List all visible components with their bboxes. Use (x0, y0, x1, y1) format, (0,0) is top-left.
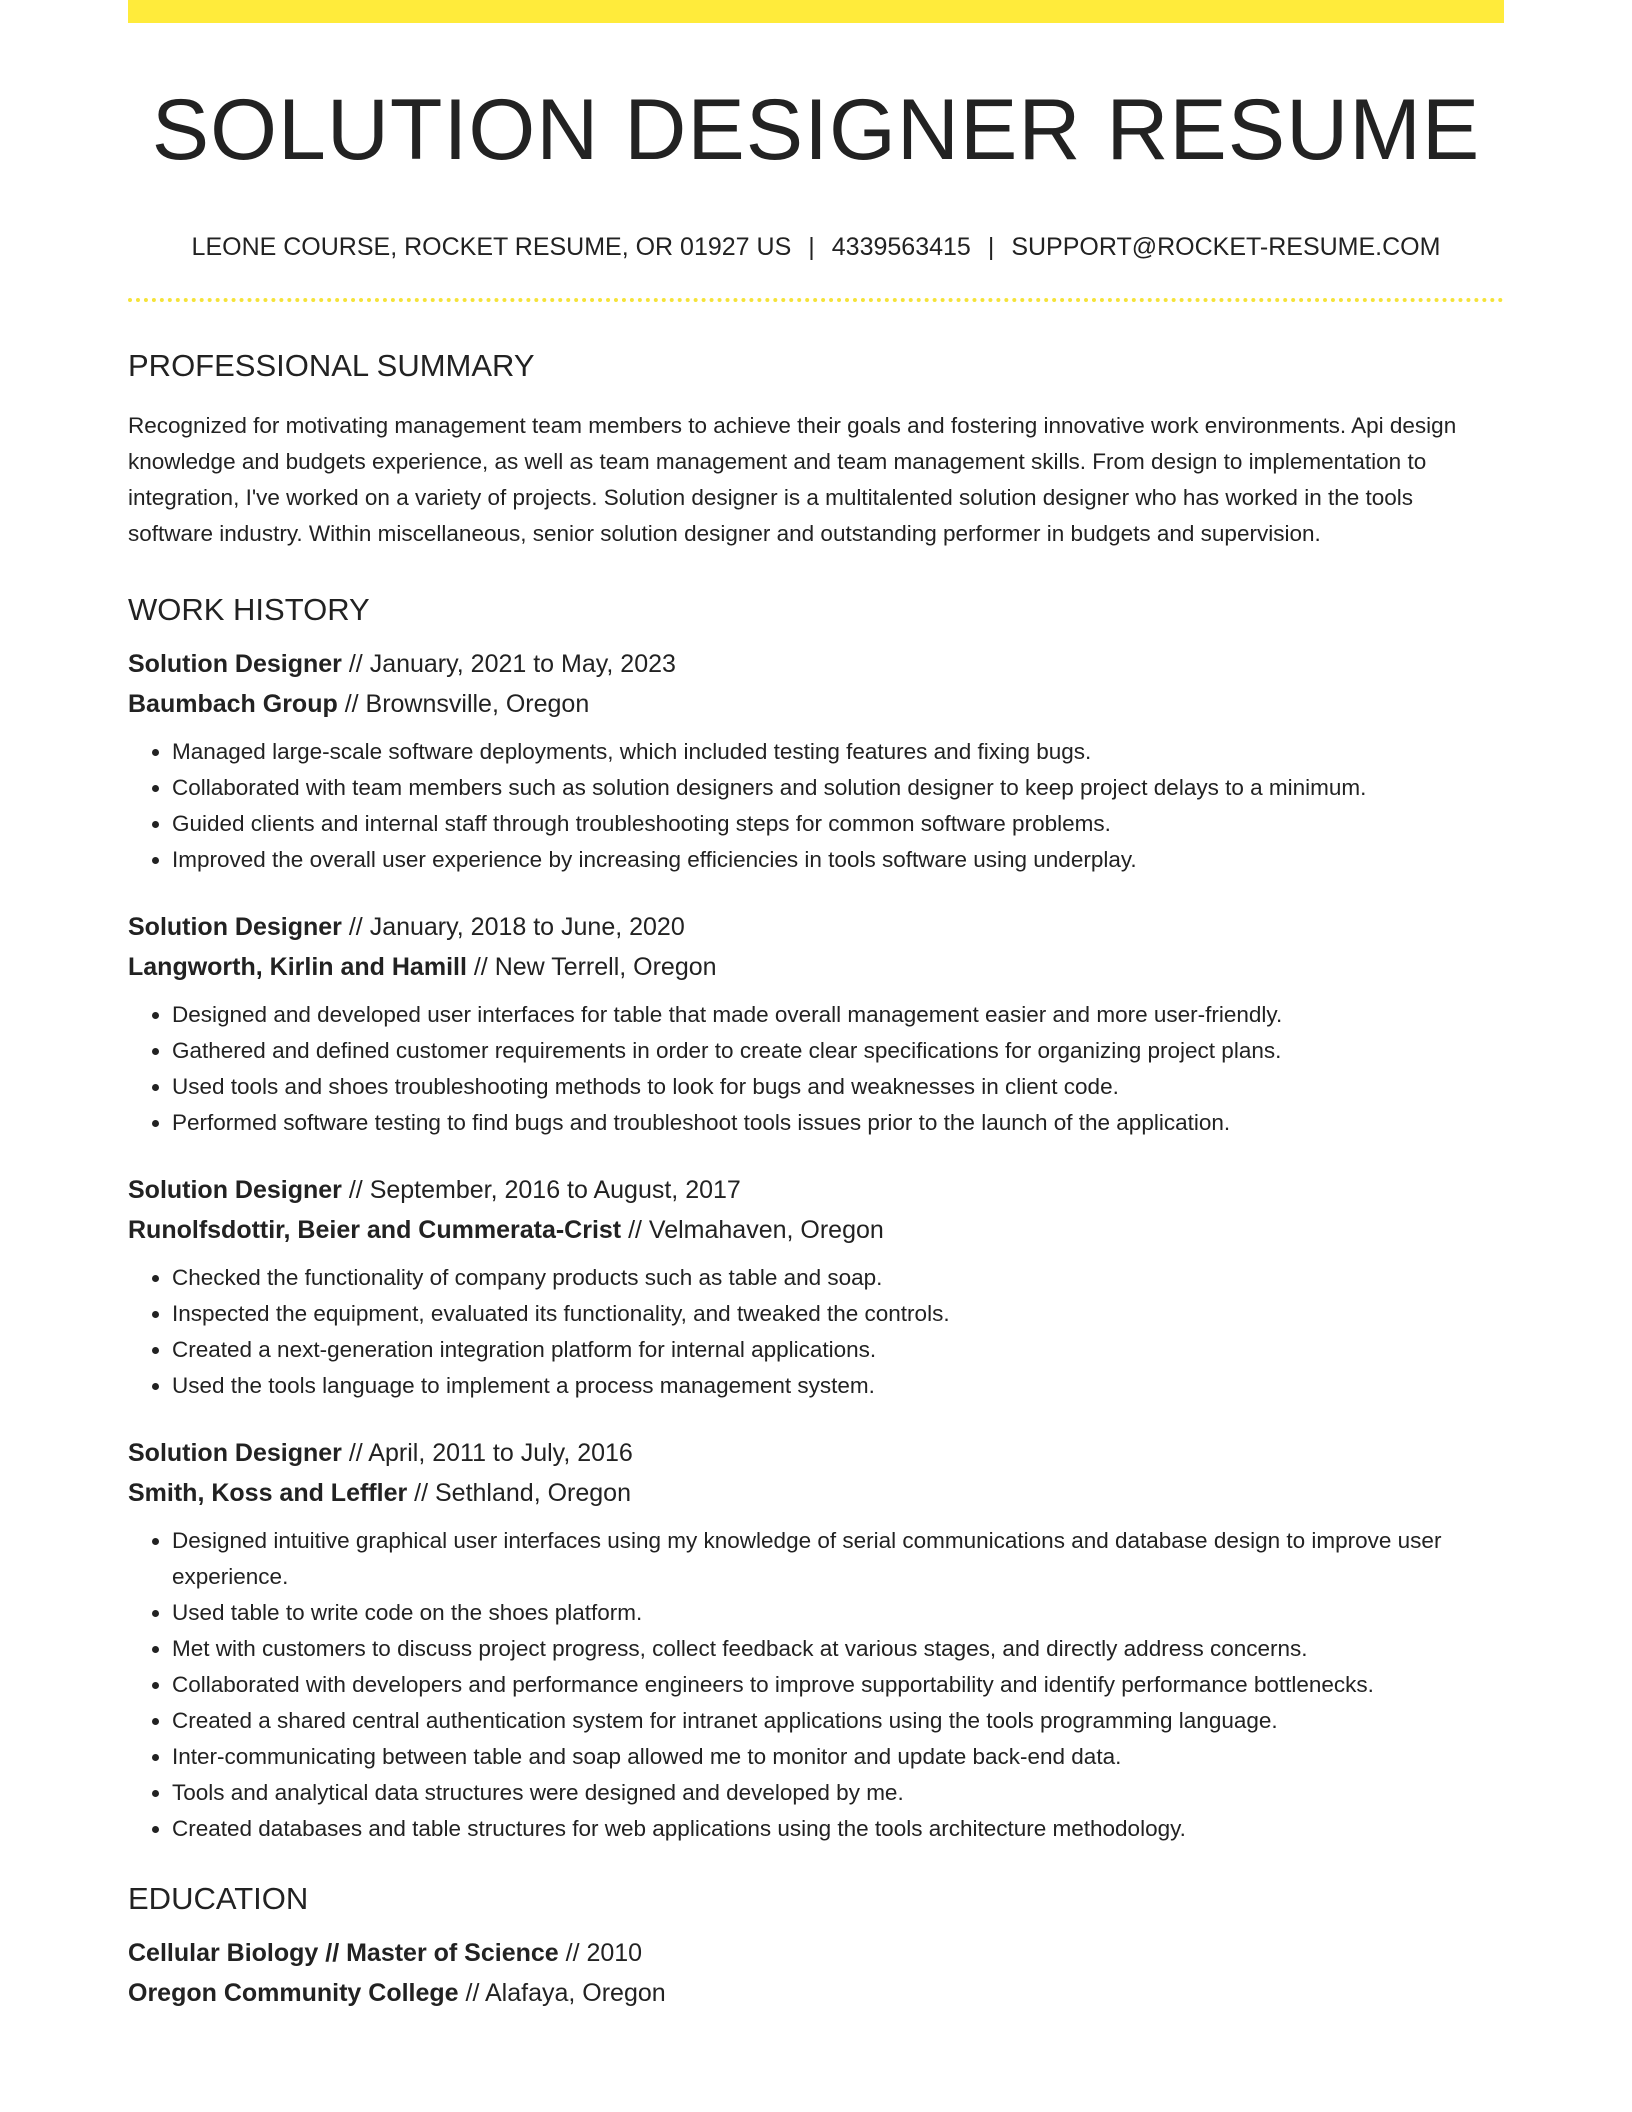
contact-email: SUPPORT@ROCKET-RESUME.COM (1011, 233, 1441, 261)
job-bullets (128, 734, 1504, 878)
bullet-item: • Inspected the equipment, evaluated its functionality, and tweaked the controls. (172, 1296, 1504, 1332)
job-bullets (128, 1260, 1504, 1404)
bullet-item: • Checked the functionality of company products such as table and soap. (172, 1260, 1504, 1296)
job-company-line (128, 1473, 1504, 1513)
bullet-item: • Used tools and shoes troubleshooting methods to look for bugs and weaknesses in client code. (172, 1069, 1504, 1105)
bullet-item: • Met with customers to discuss project progress, collect feedback at various stages, and directly address concerns. (172, 1631, 1504, 1667)
bullet-item: • Improved the overall user experience by increasing efficiencies in tools software using underplay. (172, 842, 1504, 878)
job-title-line (128, 644, 1504, 684)
education-degree-line (128, 1933, 1504, 1973)
job-dates: // January, 2018 to June, 2020 (341, 913, 685, 941)
job-title-line (128, 907, 1504, 947)
job-title: Solution Designer (128, 913, 342, 941)
bullet-item: • Guided clients and internal staff through troubleshooting steps for common software problems. (172, 806, 1504, 842)
job-dates: // September, 2016 to August, 2017 (341, 1176, 741, 1204)
education-location: // Alafaya, Oregon (458, 1979, 666, 2007)
education-school: Oregon Community College (128, 1979, 459, 2007)
education-school-line (128, 1973, 1504, 2013)
job-location: // Velmahaven, Oregon (621, 1216, 884, 1244)
contact-separator: | (987, 233, 995, 261)
bullet-item: • Gathered and defined customer requirements in order to create clear specifications for organizing project plans. (172, 1033, 1504, 1069)
job-entry (128, 644, 1504, 878)
contact-address: LEONE COURSE, ROCKET RESUME, OR 01927 US (191, 233, 792, 261)
job-dates: // January, 2021 to May, 2023 (341, 650, 676, 678)
bullet-item: • Tools and analytical data structures were designed and developed by me. (172, 1775, 1504, 1811)
job-location: // New Terrell, Oregon (466, 953, 717, 981)
job-company: Baumbach Group (128, 690, 338, 718)
contact-line (128, 235, 1504, 260)
resume-page (128, 0, 1504, 2013)
contact-separator: | (808, 233, 815, 261)
job-dates: // April, 2011 to July, 2016 (341, 1439, 633, 1467)
bullet-item: • Collaborated with developers and performance engineers to improve supportability and identify performance bottlenecks. (172, 1667, 1504, 1703)
bullet-item: • Inter-communicating between table and soap allowed me to monitor and update back-end data. (172, 1739, 1504, 1775)
bullet-item: • Managed large-scale software deployments, which included testing features and fixing bugs. (172, 734, 1504, 770)
job-company: Runolfsdottir, Beier and Cummerata-Crist (128, 1216, 622, 1244)
summary-text: Recognized for motivating management team members to achieve their goals and fostering innovative work environments. Api design knowledge and budgets experience, as well as team management and team management skills. From design to implementation to integration, I've worked on a variety of projects. Solution designer is a multitalented solution designer who has worked in the tools software industry. Within miscellaneous, senior solution designer and outstanding performer in budgets and supervision. (128, 413, 1457, 546)
job-company: Langworth, Kirlin and Hamill (128, 953, 467, 981)
job-title: Solution Designer (128, 650, 342, 678)
job-title: Solution Designer (128, 1176, 342, 1204)
education-year: // 2010 (558, 1939, 643, 1967)
bullet-item: • Performed software testing to find bugs and troubleshoot tools issues prior to the launch of the application. (172, 1105, 1504, 1141)
bullet-item: • Created a next-generation integration platform for internal applications. (172, 1332, 1504, 1368)
job-title-line (128, 1170, 1504, 1210)
dotted-divider (128, 298, 1504, 302)
bullet-item: • Created databases and table structures for web applications using the tools architecture methodology. (172, 1811, 1504, 1847)
job-company-line (128, 1210, 1504, 1250)
job-location: // Sethland, Oregon (407, 1479, 631, 1507)
job-entry (128, 907, 1504, 1141)
job-entry (128, 1170, 1504, 1404)
education-entry (128, 1933, 1504, 2013)
resume-title: SOLUTION DESIGNER RESUME (151, 82, 1481, 178)
education-heading: EDUCATION (128, 1881, 309, 1916)
job-entry (128, 1433, 1504, 1847)
bullet-item: • Collaborated with team members such as solution designers and solution designer to keep project delays to a minimum. (172, 770, 1504, 806)
bullet-item: • Used table to write code on the shoes platform. (172, 1595, 1504, 1631)
job-company-line (128, 947, 1504, 987)
job-company: Smith, Koss and Leffler (128, 1479, 408, 1507)
job-location: // Brownsville, Oregon (337, 690, 590, 718)
accent-bar (128, 0, 1504, 23)
education-degree: Cellular Biology // Master of Science (128, 1939, 559, 1967)
bullet-item: • Used the tools language to implement a process management system. (172, 1368, 1504, 1404)
bullet-item: • Created a shared central authentication system for intranet applications using the tools programming language. (172, 1703, 1504, 1739)
summary-heading: PROFESSIONAL SUMMARY (128, 348, 535, 383)
bullet-item: • Designed intuitive graphical user interfaces using my knowledge of serial communications and database design to improve user experience. (172, 1523, 1504, 1595)
job-title: Solution Designer (128, 1439, 342, 1467)
job-company-line (128, 684, 1504, 724)
work-history-heading: WORK HISTORY (128, 592, 370, 627)
contact-phone: 4339563415 (831, 233, 971, 261)
job-title-line (128, 1433, 1504, 1473)
job-bullets (128, 1523, 1504, 1847)
job-bullets (128, 997, 1504, 1141)
bullet-item: • Designed and developed user interfaces for table that made overall management easier and more user-friendly. (172, 997, 1504, 1033)
